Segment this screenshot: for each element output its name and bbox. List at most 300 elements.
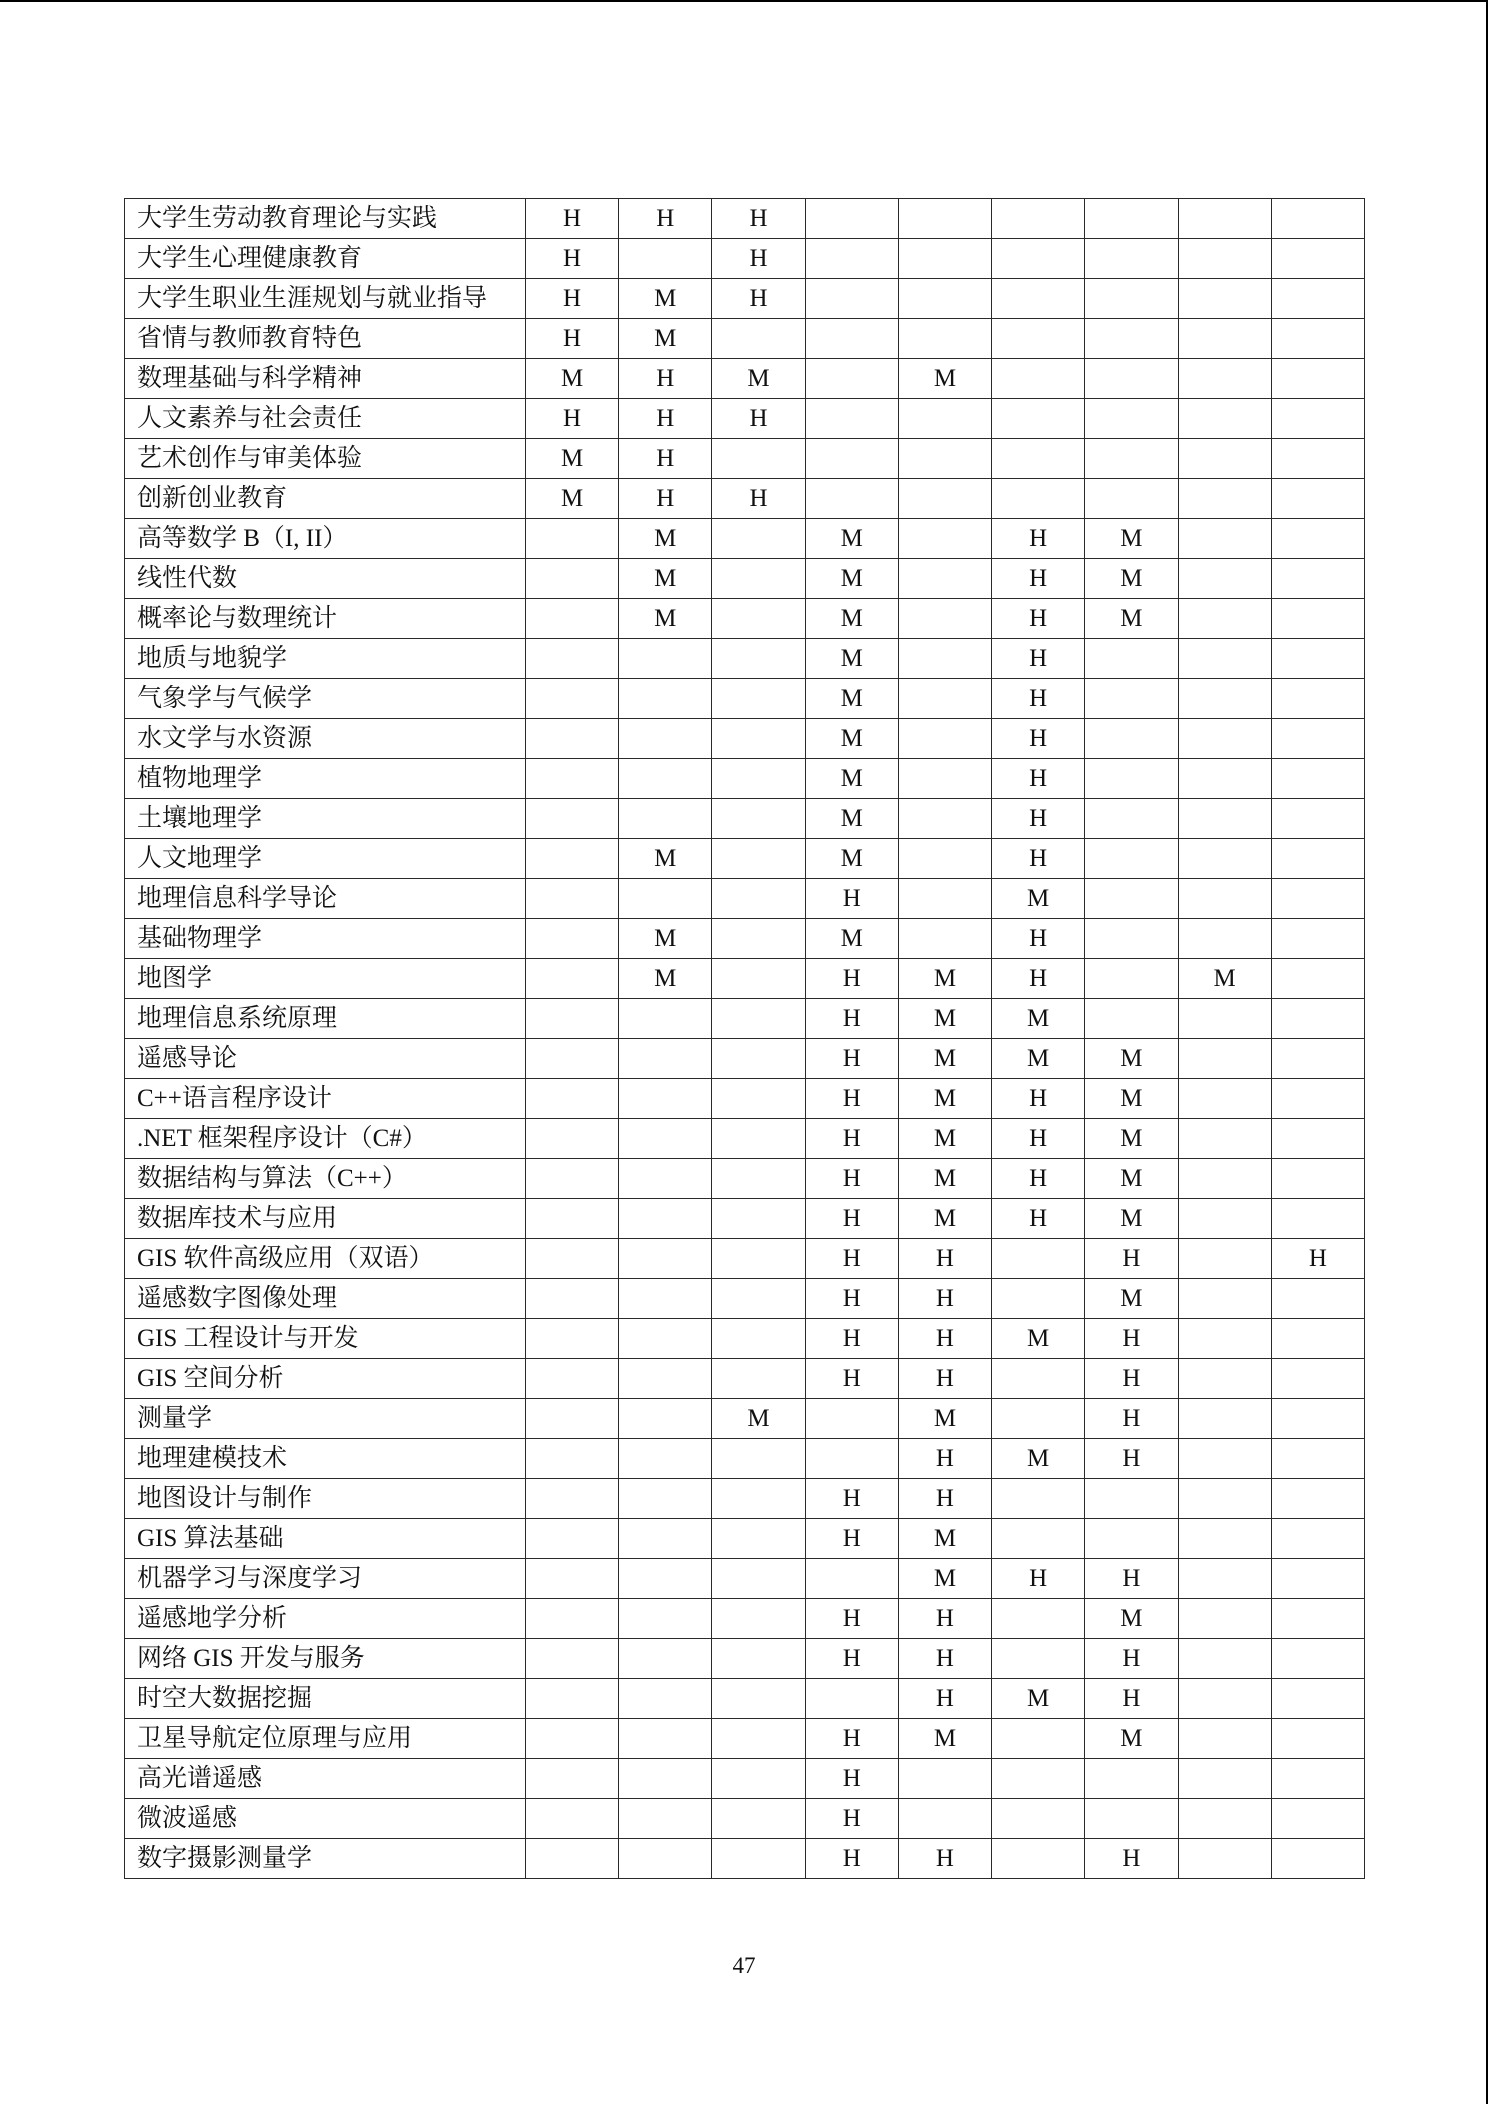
support-level-cell: M (898, 1159, 991, 1199)
support-level-cell: M (525, 359, 618, 399)
support-level-cell (898, 199, 991, 239)
support-level-cell: M (805, 639, 898, 679)
support-level-cell: M (992, 879, 1085, 919)
support-level-cell (1085, 719, 1178, 759)
table-row (125, 239, 1365, 279)
table-row (125, 839, 1365, 879)
support-level-cell (1178, 1839, 1271, 1879)
support-level-cell (1271, 1639, 1364, 1679)
support-level-cell: M (1085, 1079, 1178, 1119)
support-level-cell (1178, 199, 1271, 239)
support-level-cell (712, 919, 805, 959)
support-level-cell (525, 999, 618, 1039)
support-level-cell (1271, 1079, 1364, 1119)
support-level-cell (992, 1279, 1085, 1319)
support-level-cell (1178, 799, 1271, 839)
course-name-cell: 大学生心理健康教育 (125, 239, 526, 279)
support-level-cell: M (1085, 519, 1178, 559)
support-level-cell: M (898, 1519, 991, 1559)
support-level-cell (1085, 919, 1178, 959)
table-row (125, 519, 1365, 559)
support-level-cell (712, 959, 805, 999)
support-level-cell: H (805, 1799, 898, 1839)
support-level-cell (1271, 1199, 1364, 1239)
support-level-cell (1178, 1319, 1271, 1359)
support-level-cell (525, 879, 618, 919)
support-level-cell: H (712, 479, 805, 519)
support-level-cell (525, 919, 618, 959)
support-level-cell (619, 1399, 712, 1439)
support-level-cell (1085, 239, 1178, 279)
support-level-cell (992, 1719, 1085, 1759)
support-level-cell (898, 399, 991, 439)
support-level-cell (712, 1639, 805, 1679)
support-level-cell: M (525, 439, 618, 479)
support-level-cell (619, 1759, 712, 1799)
support-level-cell: H (1085, 1679, 1178, 1719)
support-level-cell (1178, 1239, 1271, 1279)
support-level-cell: M (992, 1039, 1085, 1079)
support-level-cell: H (805, 999, 898, 1039)
support-level-cell (805, 1559, 898, 1599)
support-level-cell (1271, 1319, 1364, 1359)
support-level-cell (619, 1199, 712, 1239)
table-row (125, 1159, 1365, 1199)
support-level-cell (1178, 1559, 1271, 1599)
support-level-cell: H (805, 1479, 898, 1519)
course-name-cell: 机器学习与深度学习 (125, 1559, 526, 1599)
support-level-cell (712, 639, 805, 679)
support-level-cell: H (805, 959, 898, 999)
course-name-cell: .NET 框架程序设计（C#） (125, 1119, 526, 1159)
support-level-cell (712, 719, 805, 759)
support-level-cell (992, 1599, 1085, 1639)
support-level-cell (525, 519, 618, 559)
table-row (125, 1519, 1365, 1559)
support-level-cell (992, 319, 1085, 359)
course-name-cell: GIS 空间分析 (125, 1359, 526, 1399)
table-row (125, 1559, 1365, 1599)
support-level-cell (712, 319, 805, 359)
support-level-cell (1178, 1439, 1271, 1479)
support-level-cell (1085, 879, 1178, 919)
support-level-cell (619, 999, 712, 1039)
support-level-cell (1178, 1039, 1271, 1079)
table-row (125, 279, 1365, 319)
support-level-cell (992, 279, 1085, 319)
support-level-cell: H (1085, 1839, 1178, 1879)
support-level-cell (619, 1719, 712, 1759)
support-level-cell (525, 1519, 618, 1559)
support-level-cell: H (805, 1159, 898, 1199)
support-level-cell (619, 799, 712, 839)
support-level-cell (1271, 919, 1364, 959)
support-level-cell (1178, 319, 1271, 359)
course-name-cell: 遥感导论 (125, 1039, 526, 1079)
table-row (125, 399, 1365, 439)
support-level-cell (525, 1199, 618, 1239)
support-level-cell: H (712, 239, 805, 279)
support-level-cell (1085, 799, 1178, 839)
support-level-cell (805, 279, 898, 319)
support-level-cell (805, 239, 898, 279)
support-level-cell (1178, 239, 1271, 279)
support-level-cell: H (712, 279, 805, 319)
support-level-cell: H (992, 799, 1085, 839)
course-name-cell: 高等数学 B（I, II） (125, 519, 526, 559)
support-level-cell (525, 1719, 618, 1759)
support-level-cell: M (619, 559, 712, 599)
support-level-cell: H (805, 1239, 898, 1279)
support-level-cell (992, 1639, 1085, 1679)
support-level-cell (992, 199, 1085, 239)
support-level-cell (1178, 279, 1271, 319)
support-level-cell: H (525, 399, 618, 439)
support-level-cell: H (992, 1559, 1085, 1599)
support-level-cell: H (712, 399, 805, 439)
support-level-cell: M (805, 599, 898, 639)
support-level-cell (525, 959, 618, 999)
support-level-cell (1178, 919, 1271, 959)
support-level-cell: H (525, 199, 618, 239)
support-level-cell (525, 1079, 618, 1119)
support-level-cell (1178, 1079, 1271, 1119)
support-level-cell: H (619, 399, 712, 439)
support-level-cell: M (1085, 1719, 1178, 1759)
support-level-cell: H (992, 519, 1085, 559)
support-level-cell: M (1085, 1199, 1178, 1239)
course-name-cell: 植物地理学 (125, 759, 526, 799)
support-level-cell: M (619, 919, 712, 959)
support-level-cell: H (1271, 1239, 1364, 1279)
support-level-cell: H (992, 719, 1085, 759)
support-level-cell (1271, 359, 1364, 399)
course-name-cell: 数据库技术与应用 (125, 1199, 526, 1239)
support-level-cell: H (898, 1479, 991, 1519)
course-name-cell: 数据结构与算法（C++） (125, 1159, 526, 1199)
support-level-cell (1271, 959, 1364, 999)
support-level-cell (1271, 639, 1364, 679)
support-level-cell: H (805, 1599, 898, 1639)
table-row (125, 759, 1365, 799)
support-level-cell (1271, 519, 1364, 559)
support-level-cell (712, 1279, 805, 1319)
support-level-cell (1178, 599, 1271, 639)
support-level-cell (1271, 679, 1364, 719)
support-level-cell (992, 1239, 1085, 1279)
course-name-cell: C++语言程序设计 (125, 1079, 526, 1119)
course-name-cell: 艺术创作与审美体验 (125, 439, 526, 479)
table-row (125, 1319, 1365, 1359)
support-level-cell (619, 719, 712, 759)
support-level-cell (1271, 479, 1364, 519)
support-level-cell (712, 799, 805, 839)
support-level-cell (992, 1799, 1085, 1839)
support-level-cell (1085, 1799, 1178, 1839)
support-level-cell (712, 1719, 805, 1759)
support-level-cell (1178, 399, 1271, 439)
support-level-cell (1271, 799, 1364, 839)
support-level-cell: H (805, 1039, 898, 1079)
support-level-cell (992, 1759, 1085, 1799)
support-level-cell (1271, 1839, 1364, 1879)
support-level-cell (1271, 1159, 1364, 1199)
support-level-cell (1085, 399, 1178, 439)
support-level-cell: M (805, 839, 898, 879)
support-level-cell (619, 1519, 712, 1559)
course-name-cell: 水文学与水资源 (125, 719, 526, 759)
support-level-cell: H (992, 599, 1085, 639)
support-level-cell (619, 1799, 712, 1839)
support-level-cell: M (992, 1679, 1085, 1719)
support-level-cell: H (992, 639, 1085, 679)
course-name-cell: 地理信息系统原理 (125, 999, 526, 1039)
support-level-cell (1085, 1519, 1178, 1559)
support-level-cell (712, 679, 805, 719)
support-level-cell (992, 1839, 1085, 1879)
support-level-cell (712, 879, 805, 919)
table-row (125, 1599, 1365, 1639)
table-row (125, 919, 1365, 959)
table-row (125, 959, 1365, 999)
course-name-cell: 土壤地理学 (125, 799, 526, 839)
course-name-cell: 地图学 (125, 959, 526, 999)
course-name-cell: GIS 算法基础 (125, 1519, 526, 1559)
table-row (125, 359, 1365, 399)
support-level-cell (805, 479, 898, 519)
support-level-cell: M (898, 999, 991, 1039)
support-level-cell: H (805, 1639, 898, 1679)
support-level-cell (1271, 719, 1364, 759)
support-level-cell (525, 1599, 618, 1639)
support-level-cell (712, 439, 805, 479)
support-level-cell: H (992, 1119, 1085, 1159)
support-level-cell (619, 1679, 712, 1719)
table-row (125, 1759, 1365, 1799)
table-row (125, 1039, 1365, 1079)
support-level-cell (1178, 1639, 1271, 1679)
support-level-cell: M (898, 1199, 991, 1239)
support-level-cell (525, 1759, 618, 1799)
support-level-cell: H (992, 1199, 1085, 1239)
support-level-cell: M (619, 959, 712, 999)
support-level-cell (898, 439, 991, 479)
support-level-cell: M (898, 1399, 991, 1439)
support-level-cell: H (898, 1679, 991, 1719)
support-level-cell: M (619, 839, 712, 879)
support-level-cell: H (1085, 1399, 1178, 1439)
support-level-cell: H (898, 1239, 991, 1279)
support-level-cell (1178, 1119, 1271, 1159)
support-level-cell: M (805, 799, 898, 839)
support-level-cell: M (1085, 1119, 1178, 1159)
support-level-cell (1085, 359, 1178, 399)
support-level-cell: H (525, 239, 618, 279)
course-name-cell: 创新创业教育 (125, 479, 526, 519)
support-level-cell (619, 1479, 712, 1519)
support-level-cell: M (805, 919, 898, 959)
support-level-cell: H (992, 1159, 1085, 1199)
support-level-cell: M (1085, 1279, 1178, 1319)
support-level-cell (1271, 439, 1364, 479)
support-level-cell (992, 1359, 1085, 1399)
support-level-cell (1271, 1599, 1364, 1639)
support-level-cell (619, 759, 712, 799)
support-level-cell (619, 1439, 712, 1479)
support-level-cell (712, 1839, 805, 1879)
course-name-cell: 大学生劳动教育理论与实践 (125, 199, 526, 239)
course-name-cell: 卫星导航定位原理与应用 (125, 1719, 526, 1759)
support-level-cell (525, 1239, 618, 1279)
table-row (125, 1639, 1365, 1679)
support-level-cell (1178, 1759, 1271, 1799)
course-name-cell: 人文素养与社会责任 (125, 399, 526, 439)
support-level-cell (525, 1279, 618, 1319)
support-level-cell: H (1085, 1239, 1178, 1279)
support-level-cell (1271, 1279, 1364, 1319)
support-level-cell: M (1085, 1599, 1178, 1639)
support-level-cell (992, 479, 1085, 519)
support-level-cell (1178, 719, 1271, 759)
support-level-cell: H (525, 279, 618, 319)
support-level-cell (898, 759, 991, 799)
support-level-cell: M (1085, 1039, 1178, 1079)
support-level-cell (992, 1399, 1085, 1439)
support-level-cell (1178, 759, 1271, 799)
support-level-cell (525, 1399, 618, 1439)
support-level-cell (525, 679, 618, 719)
support-level-cell (1271, 199, 1364, 239)
table-row (125, 559, 1365, 599)
support-level-cell (1271, 599, 1364, 639)
support-level-cell (1085, 1759, 1178, 1799)
support-level-cell: H (805, 1359, 898, 1399)
support-level-cell: H (805, 1719, 898, 1759)
support-level-cell (898, 679, 991, 719)
course-name-cell: 微波遥感 (125, 1799, 526, 1839)
support-level-cell (712, 1359, 805, 1399)
course-name-cell: 省情与教师教育特色 (125, 319, 526, 359)
support-level-cell (712, 559, 805, 599)
support-level-cell (1271, 1519, 1364, 1559)
support-level-cell (712, 1239, 805, 1279)
support-level-cell: M (619, 319, 712, 359)
support-level-cell (805, 359, 898, 399)
support-level-cell (525, 1159, 618, 1199)
page-number: 47 (732, 1953, 756, 1978)
table-row (125, 799, 1365, 839)
support-level-cell (805, 1679, 898, 1719)
support-level-cell: H (805, 1839, 898, 1879)
support-level-cell (712, 1519, 805, 1559)
support-level-cell (1271, 399, 1364, 439)
support-level-cell (1085, 839, 1178, 879)
table-row (125, 679, 1365, 719)
support-level-cell (805, 319, 898, 359)
support-level-cell (1271, 1119, 1364, 1159)
support-level-cell (619, 1039, 712, 1079)
support-level-cell (1085, 1479, 1178, 1519)
support-level-cell: H (805, 1199, 898, 1239)
support-level-cell (525, 759, 618, 799)
support-level-cell (619, 1079, 712, 1119)
support-level-cell (1271, 1399, 1364, 1439)
table-row (125, 1119, 1365, 1159)
support-level-cell (712, 1079, 805, 1119)
table-row (125, 479, 1365, 519)
support-level-cell (712, 1119, 805, 1159)
support-level-cell (619, 1359, 712, 1399)
support-level-cell: M (898, 1119, 991, 1159)
course-name-cell: 地理信息科学导论 (125, 879, 526, 919)
support-level-cell (1178, 1199, 1271, 1239)
support-level-cell (992, 1479, 1085, 1519)
support-level-cell (525, 719, 618, 759)
support-level-cell: M (1178, 959, 1271, 999)
support-level-cell (619, 1319, 712, 1359)
support-level-cell (712, 1479, 805, 1519)
support-level-cell (1085, 639, 1178, 679)
support-level-cell (1271, 759, 1364, 799)
support-level-cell (1271, 559, 1364, 599)
support-level-cell: H (805, 1119, 898, 1159)
support-level-cell (805, 1399, 898, 1439)
table-row (125, 599, 1365, 639)
support-level-cell (992, 399, 1085, 439)
support-level-cell: M (805, 759, 898, 799)
support-level-cell (1178, 639, 1271, 679)
course-name-cell: 地图设计与制作 (125, 1479, 526, 1519)
support-level-cell (712, 759, 805, 799)
matrix-body (125, 199, 1365, 1879)
support-level-cell (712, 519, 805, 559)
support-level-cell: H (805, 1319, 898, 1359)
support-level-cell (992, 239, 1085, 279)
support-level-cell: M (992, 1439, 1085, 1479)
support-level-cell: H (898, 1439, 991, 1479)
support-level-cell (1271, 1679, 1364, 1719)
support-level-cell (1085, 199, 1178, 239)
support-level-cell (619, 1839, 712, 1879)
table-row (125, 1279, 1365, 1319)
course-name-cell: 基础物理学 (125, 919, 526, 959)
support-level-cell (1271, 1359, 1364, 1399)
support-level-cell: H (712, 199, 805, 239)
course-name-cell: 网络 GIS 开发与服务 (125, 1639, 526, 1679)
support-level-cell (712, 599, 805, 639)
support-level-cell (1178, 479, 1271, 519)
support-level-cell (1178, 1799, 1271, 1839)
support-level-cell: M (525, 479, 618, 519)
table-row (125, 319, 1365, 359)
support-level-cell (1178, 1599, 1271, 1639)
support-level-cell (1178, 1359, 1271, 1399)
support-level-cell (805, 1439, 898, 1479)
support-level-cell (712, 1159, 805, 1199)
support-level-cell (1271, 1759, 1364, 1799)
course-name-cell: 数字摄影测量学 (125, 1839, 526, 1879)
support-level-cell: M (619, 599, 712, 639)
course-name-cell: GIS 软件高级应用（双语） (125, 1239, 526, 1279)
course-name-cell: GIS 工程设计与开发 (125, 1319, 526, 1359)
support-level-cell: M (619, 279, 712, 319)
support-level-cell (619, 1119, 712, 1159)
support-level-cell (712, 1599, 805, 1639)
support-level-cell (712, 1319, 805, 1359)
support-level-cell: M (805, 519, 898, 559)
support-level-cell: M (1085, 559, 1178, 599)
support-level-cell: M (898, 1559, 991, 1599)
